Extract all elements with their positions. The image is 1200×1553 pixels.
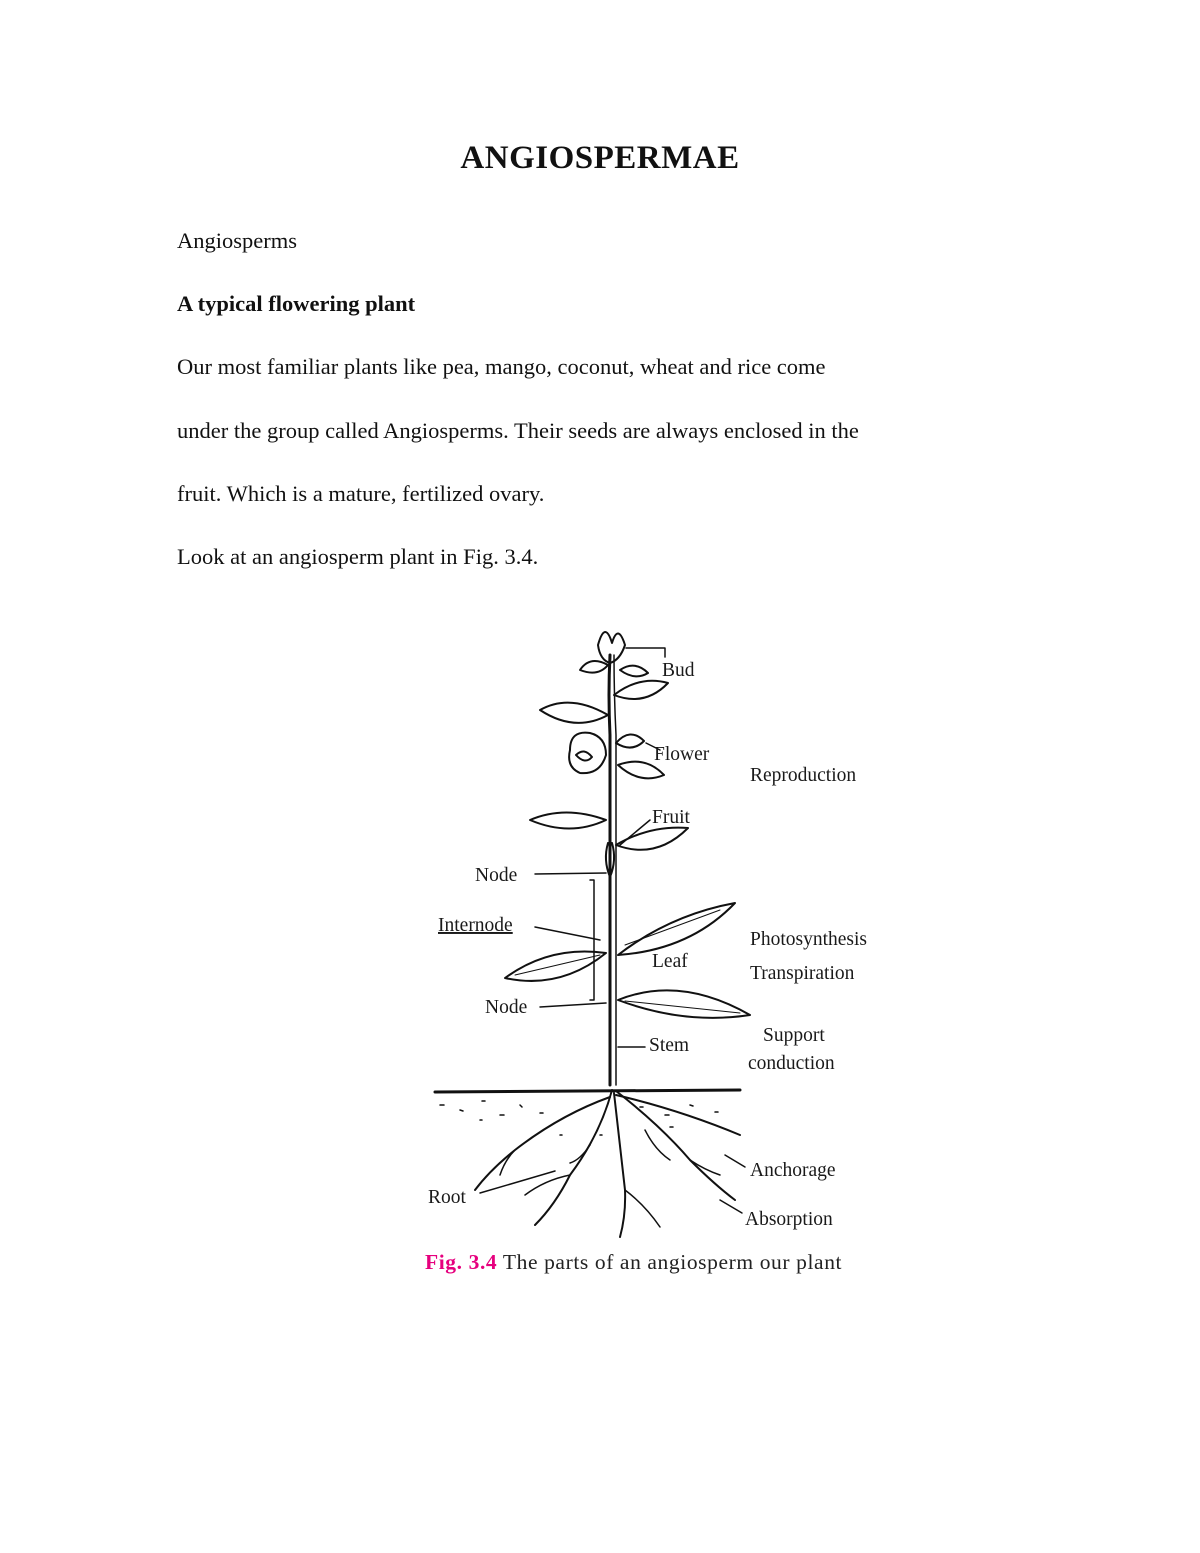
label-bud: Bud [662, 660, 695, 681]
paragraph-line-3: fruit. Which is a mature, fertilized ovary. [177, 481, 545, 506]
function-photosynthesis: Photosynthesis [750, 929, 868, 950]
label-internode: Internode [438, 915, 513, 936]
label-stem: Stem [649, 1035, 690, 1056]
mid-leaf-left [530, 813, 606, 829]
label-leaf: Leaf [652, 951, 688, 972]
page-title: ANGIOSPERMAE [460, 140, 740, 176]
function-reproduction: Reproduction [750, 765, 857, 786]
label-fruit: Fruit [652, 807, 690, 828]
function-absorption: Absorption [745, 1209, 833, 1230]
soil-specks [440, 1101, 718, 1135]
function-conduction: conduction [748, 1053, 835, 1074]
paragraph-line-1: Our most familiar plants like pea, mango, coconut, wheat and rice come [177, 354, 826, 379]
function-transpiration: Transpiration [750, 963, 855, 984]
figure-intro: Look at an angiosperm plant in Fig. 3.4. [177, 544, 539, 569]
upper-leaf-left [540, 703, 608, 723]
plant-illustration [420, 615, 920, 1245]
label-flower: Flower [654, 744, 710, 765]
plant-diagram [420, 615, 920, 1285]
leaf-left [505, 951, 606, 980]
top-bud-shape [598, 632, 625, 663]
stem-shape [609, 655, 610, 1085]
function-support: Support [763, 1025, 825, 1046]
figure-number: Fig. 3.4 [425, 1250, 498, 1274]
section-heading: A typical flowering plant [177, 291, 416, 316]
label-node-lower: Node [485, 997, 528, 1018]
leaf-lower-right [618, 990, 750, 1017]
root-system [535, 1090, 612, 1225]
figure-caption-text: The parts of an angiosperm our plant [497, 1250, 843, 1274]
function-anchorage: Anchorage [750, 1160, 836, 1181]
soil-line [435, 1090, 740, 1092]
figure-caption [425, 1250, 842, 1275]
label-root: Root [428, 1187, 466, 1208]
paragraph-line-2: under the group called Angiosperms. Their seeds are always enclosed in the [177, 418, 859, 443]
subtitle: Angiosperms [177, 228, 297, 253]
label-node-upper: Node [475, 865, 518, 886]
